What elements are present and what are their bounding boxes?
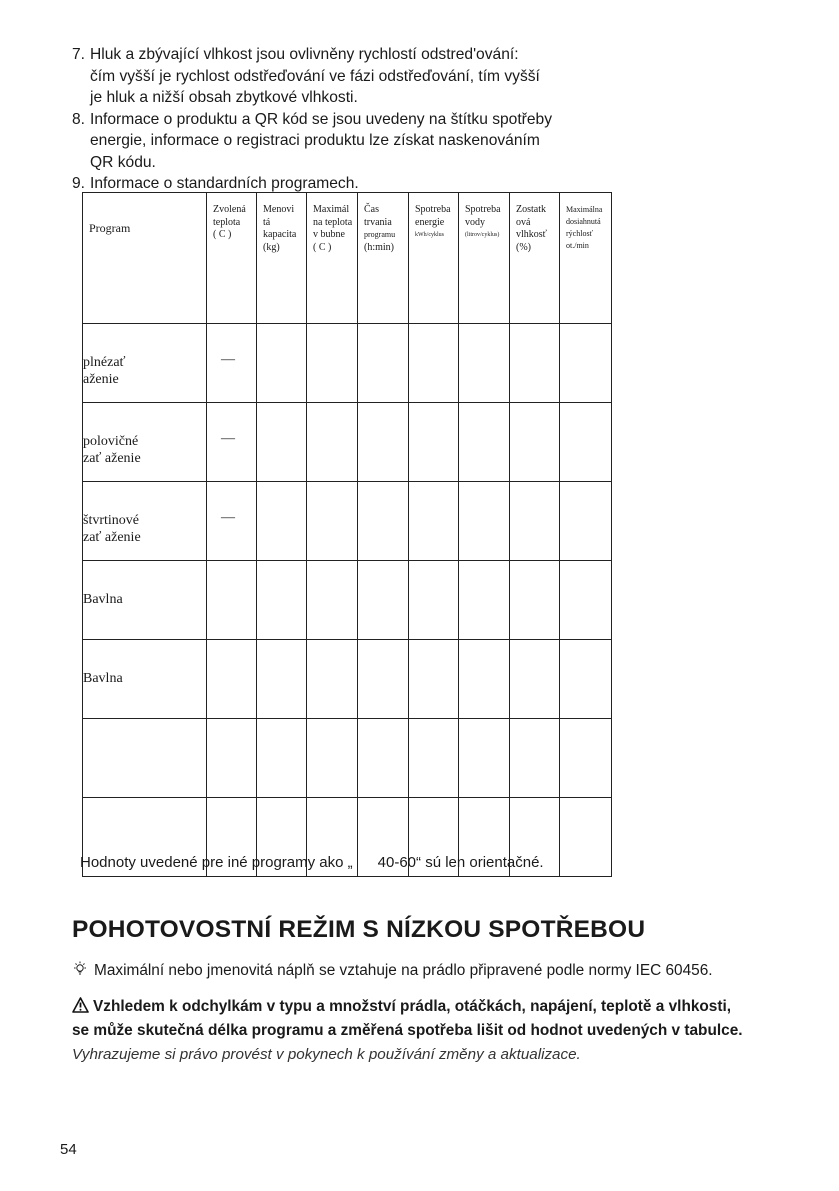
program-cell: Bavlna <box>83 561 207 640</box>
list-number: 9. <box>72 175 86 192</box>
header-max-spin-speed: Maximálna dosiahnutá rýchlosť ot./min <box>560 193 612 324</box>
program-cell: Bavlna <box>83 640 207 719</box>
list-line: Hluk a zbývající vlhkost jsou ovlivněny rychlostí odstred'ování: <box>90 46 519 63</box>
header-program: Program <box>83 193 207 324</box>
list-item-7 <box>72 44 792 109</box>
info-line <box>72 961 713 982</box>
warning-block <box>72 996 743 1041</box>
warning-line: Vzhledem k odchylkám v typu a množství prádla, otáčkách, napájení, teplotě a vlhkosti, <box>93 998 732 1015</box>
table-note: Hodnoty uvedené pre iné programy ako „ 40-60“ sú len orientačné. <box>80 854 544 871</box>
temperature-cell: — <box>207 482 257 561</box>
lightbulb-icon <box>72 961 90 982</box>
list-line: energie, informace o registraci produktu lze získat naskenováním <box>90 132 540 149</box>
list-number: 8. <box>72 110 86 128</box>
list-line: Informace o standardních programech. <box>90 175 359 192</box>
temperature-cell <box>207 561 257 640</box>
table-row <box>83 482 612 561</box>
list-line: QR kódu. <box>90 153 156 171</box>
info-list <box>72 44 792 195</box>
table-row <box>83 403 612 482</box>
disclaimer: Vyhrazujeme si právo provést v pokynech k používání změny a aktualizace. <box>72 1046 581 1063</box>
header-rated-capacity: Menovi tá kapacita (kg) <box>257 193 307 324</box>
program-cell: polovičné zať aženie <box>83 403 207 482</box>
program-info-table <box>82 192 612 877</box>
list-line: je hluk a nižší obsah zbytkové vlhkosti. <box>90 89 358 106</box>
header-residual-moisture: Zostatk ová vlhkosť (%) <box>510 193 560 324</box>
program-cell <box>83 719 207 798</box>
warning-icon <box>72 997 90 1020</box>
temperature-cell: — <box>207 403 257 482</box>
temperature-cell: — <box>207 324 257 403</box>
section-heading: POHOTOVOSTNÍ REŽIM S NÍZKOU SPOTŘEBOU <box>72 916 646 943</box>
list-line: čím vyšší je rychlost odstřeďování ve fázi odstřeďování, tím vyšší <box>90 67 540 85</box>
header-water-consumption: Spotreba vody (litrov/cyklus) <box>459 193 510 324</box>
list-item-8 <box>72 109 792 174</box>
page-number: 54 <box>60 1141 77 1158</box>
program-cell: štvrtinové zať aženie <box>83 482 207 561</box>
table-row <box>83 640 612 719</box>
table-header-row <box>83 193 612 324</box>
table-row <box>83 324 612 403</box>
table-row <box>83 719 612 798</box>
temperature-cell <box>207 640 257 719</box>
header-program-duration: Čas trvania programu (h:min) <box>358 193 409 324</box>
list-line: Informace o produktu a QR kód se jsou uvedeny na štítku spotřeby <box>90 110 553 128</box>
header-selected-temperature: Zvolená teplota ( C ) <box>207 193 257 324</box>
program-cell: plnézať aženie <box>83 324 207 403</box>
header-max-temperature: Maximál na teplota v bubne ( C ) <box>307 193 358 324</box>
list-number: 7. <box>72 46 86 63</box>
table-row <box>83 561 612 640</box>
info-text: Maximální nebo jmenovitá náplň se vztahuje na prádlo připravené podle normy IEC 60456. <box>94 962 713 979</box>
warning-line: se může skutečná délka programu a změřená spotřeba lišit od hodnot uvedených v tabulce. <box>72 1021 743 1039</box>
header-energy-consumption: Spotreba energie kWh/cyklus <box>409 193 459 324</box>
